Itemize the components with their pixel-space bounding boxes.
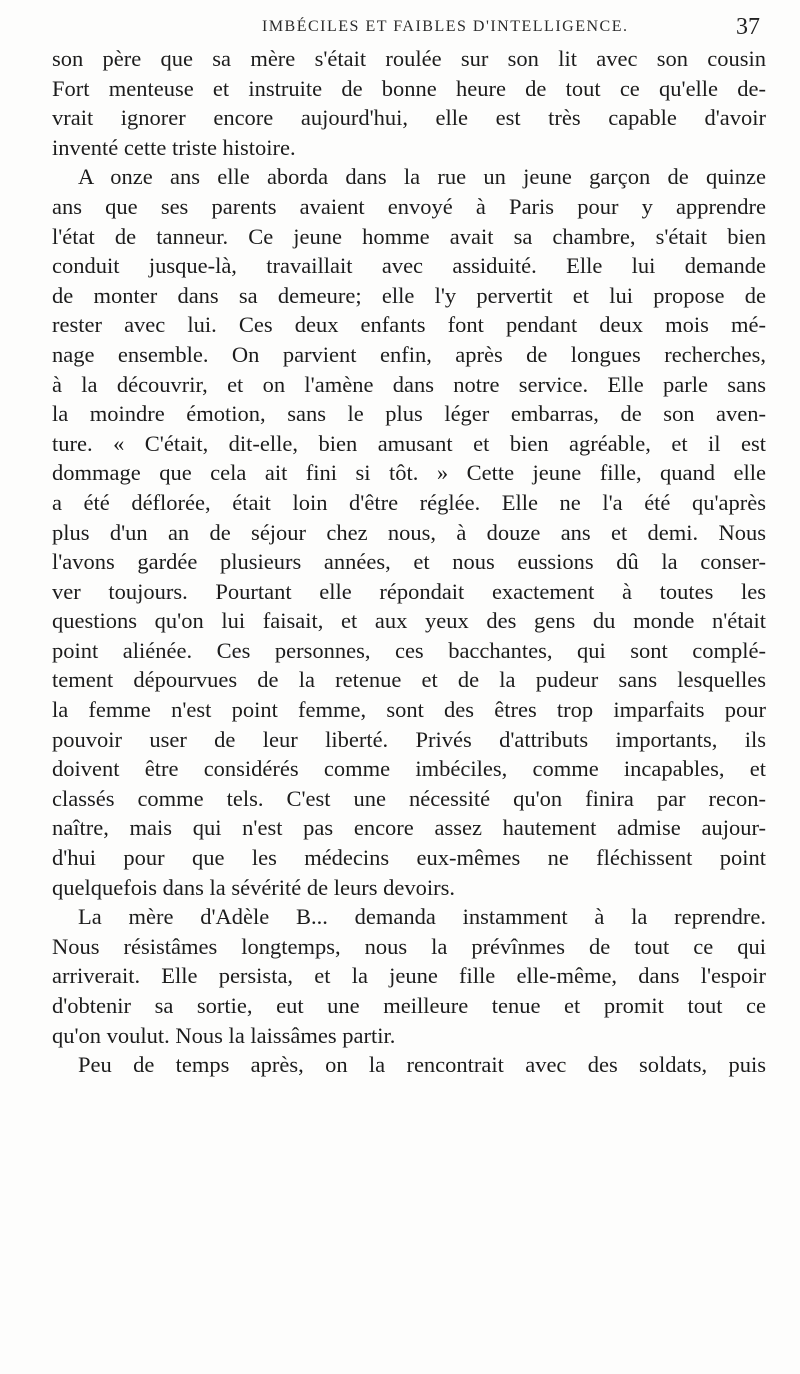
text-line: Peu de temps après, on la rencontrait avec des soldats, puis bbox=[78, 1052, 766, 1078]
text-line: classés comme tels. C'est une nécessité qu'on finira par recon- bbox=[52, 785, 766, 811]
text-line: à la découvrir, et on l'amène dans notre service. Elle parle sans bbox=[52, 371, 766, 397]
text-line: ture. « C'était, dit-elle, bien amusant et bien agréable, et il est bbox=[52, 430, 766, 456]
text-line: naître, mais qui n'est pas encore assez hautement admise aujour- bbox=[52, 815, 766, 841]
text-line: Nous résistâmes longtemps, nous la prévînmes de tout ce qui bbox=[52, 933, 766, 959]
text-line: l'avons gardée plusieurs années, et nous eussions dû la conser- bbox=[52, 549, 766, 575]
running-head bbox=[0, 12, 800, 42]
body-text bbox=[52, 44, 766, 1080]
page-number: 37 bbox=[736, 14, 760, 40]
text-line: a été déflorée, était loin d'être réglée. Elle ne l'a été qu'après bbox=[52, 489, 766, 515]
text-line: quelquefois dans la sévérité de leurs devoirs. bbox=[52, 874, 456, 900]
text-line: Fort menteuse et instruite de bonne heure de tout ce qu'elle de- bbox=[52, 75, 766, 101]
text-line: A onze ans elle aborda dans la rue un jeune garçon de quinze bbox=[78, 164, 766, 190]
text-line: qu'on voulut. Nous la laissâmes partir. bbox=[52, 1022, 396, 1048]
text-line: tement dépourvues de la retenue et de la pudeur sans lesquelles bbox=[52, 667, 766, 693]
text-line: arriverait. Elle persista, et la jeune fille elle-même, dans l'espoir bbox=[52, 963, 766, 989]
text-line: ver toujours. Pourtant elle répondait exactement à toutes les bbox=[52, 578, 766, 604]
text-line: dommage que cela ait fini si tôt. » Cette jeune fille, quand elle bbox=[52, 460, 766, 486]
text-line: l'état de tanneur. Ce jeune homme avait sa chambre, s'était bien bbox=[52, 223, 766, 249]
running-title: IMBÉCILES ET FAIBLES D'INTELLIGENCE. bbox=[262, 18, 629, 35]
text-line: La mère d'Adèle B... demanda instamment à la reprendre. bbox=[78, 904, 766, 930]
text-line: questions qu'on lui faisait, et aux yeux des gens du monde n'était bbox=[52, 608, 766, 634]
text-line: son père que sa mère s'était roulée sur son lit avec son cousin bbox=[52, 46, 766, 71]
text-line: d'hui pour que les médecins eux-mêmes ne fléchissent point bbox=[52, 845, 766, 871]
text-line: conduit jusque-là, travaillait avec assiduité. Elle lui demande bbox=[52, 253, 766, 279]
text-line: inventé cette triste histoire. bbox=[52, 134, 296, 160]
text-line: vrait ignorer encore aujourd'hui, elle est très capable d'avoir bbox=[52, 105, 766, 131]
text-line: plus d'un an de séjour chez nous, à douze ans et demi. Nous bbox=[52, 519, 766, 545]
text-line: doivent être considérés comme imbéciles, comme incapables, et bbox=[52, 756, 766, 782]
text-line: de monter dans sa demeure; elle l'y pervertit et lui propose de bbox=[52, 282, 766, 308]
text-line: ans que ses parents avaient envoyé à Paris pour y apprendre bbox=[52, 193, 766, 219]
text-line: point aliénée. Ces personnes, ces bacchantes, qui sont complé- bbox=[52, 637, 766, 663]
text-line: pouvoir user de leur liberté. Privés d'attributs importants, ils bbox=[52, 726, 766, 752]
text-line: la moindre émotion, sans le plus léger embarras, de son aven- bbox=[52, 401, 766, 427]
text-line: la femme n'est point femme, sont des êtres trop imparfaits pour bbox=[52, 697, 766, 723]
text-line: rester avec lui. Ces deux enfants font pendant deux mois mé- bbox=[52, 312, 766, 338]
text-line: d'obtenir sa sortie, eut une meilleure tenue et promit tout ce bbox=[52, 993, 766, 1018]
text-line: nage ensemble. On parvient enfin, après de longues recherches, bbox=[52, 341, 766, 367]
